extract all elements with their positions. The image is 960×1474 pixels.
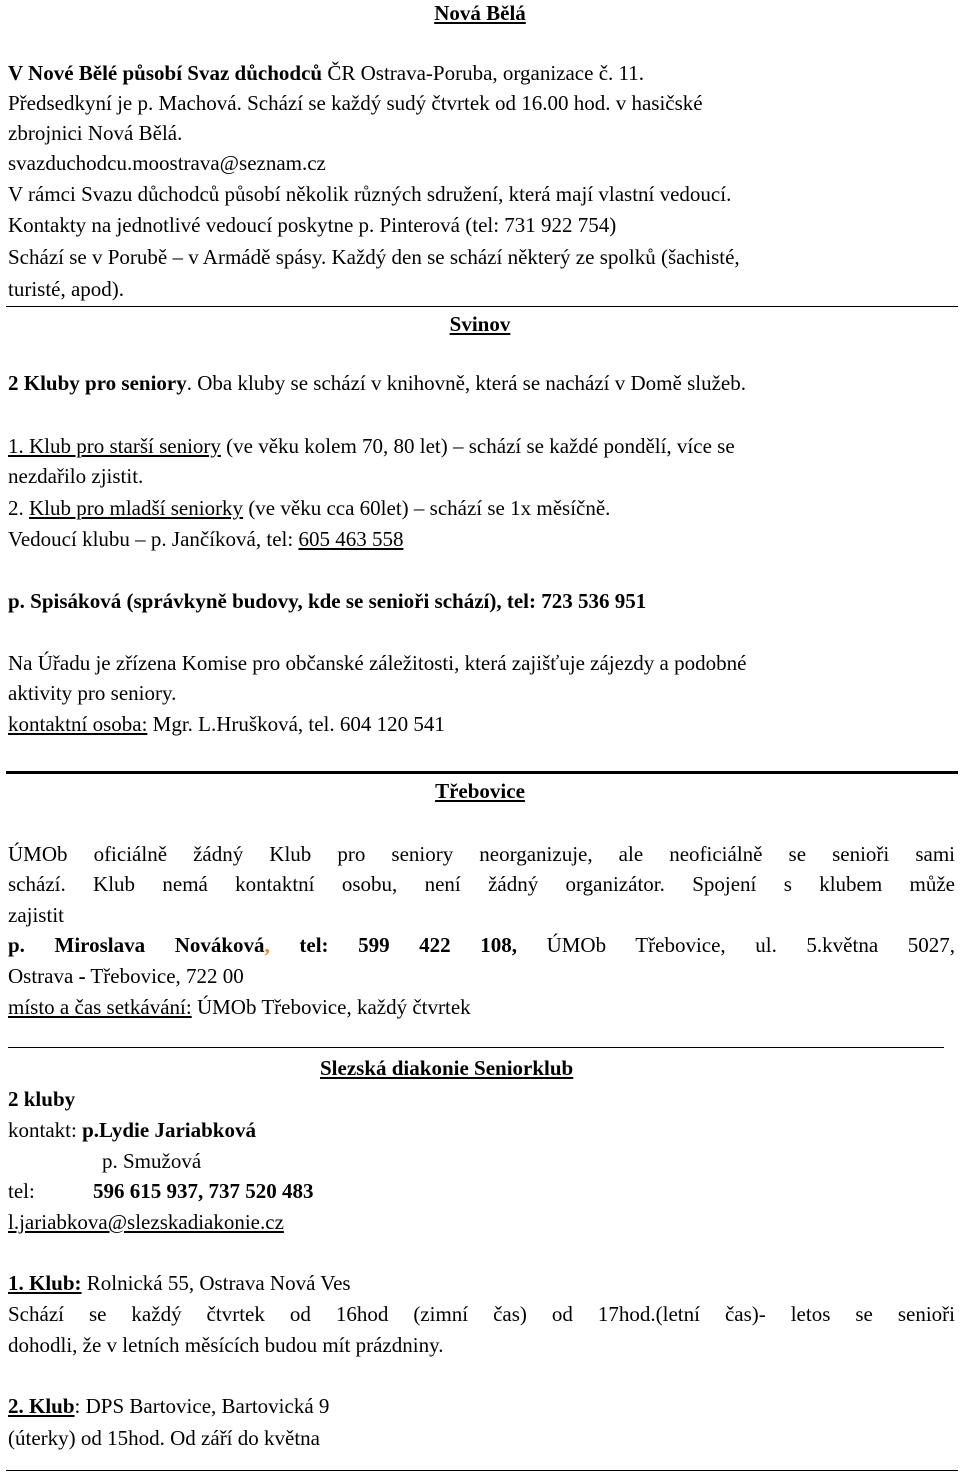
meeting-label: místo a čas setkávání: (8, 995, 192, 1019)
svinov-clubs-desc: . Oba kluby se schází v knihovně, která se nachází v Domě služeb. (186, 371, 746, 395)
svinov-line-2 (8, 433, 735, 459)
leader-label: Vedoucí klubu – p. Jančíková, tel: (8, 527, 299, 551)
trebovice-line-2: schází. Klub nemá kontaktní osobu, není žádný organizátor. Spojení s klubem může (8, 872, 955, 896)
club-younger-seniors: Klub pro mladší seniorky (29, 496, 244, 520)
contact-address: ÚMOb Třebovice, ul. 5.května 5027, (517, 933, 955, 957)
club-younger-freq: – schází se 1x měsíčně. (408, 496, 611, 520)
meeting-value: ÚMOb Třebovice, každý čtvrtek (191, 995, 471, 1019)
club-2-address: : DPS Bartovice, Bartovická 9 (74, 1394, 330, 1418)
svinov-line-8: aktivity pro seniory. (8, 681, 177, 705)
nova-bela-line-7: Schází se v Porubě – v Armádě spásy. Každý den se schází některý ze spolků (šachisté, (8, 245, 740, 269)
svinov-line-4 (8, 495, 610, 521)
diakonie-contact (8, 1117, 256, 1143)
divider-1 (6, 306, 958, 307)
svinov-line-7: Na Úřadu je zřízena Komise pro občanské záležitosti, která zajišťuje zájezdy a podobné (8, 651, 747, 675)
trebovice-line-4 (8, 932, 955, 958)
club-2-label: 2. Klub (8, 1394, 75, 1418)
club-older-seniors: 1. Klub pro starší seniory (8, 434, 221, 458)
contact-name: p.Lydie Jariabková (82, 1118, 256, 1142)
svinov-line-5 (8, 526, 403, 552)
nova-bela-email[interactable]: svazduchodcu.moostrava@seznam.cz (8, 151, 326, 175)
club-1-label: 1. Klub: (8, 1271, 82, 1295)
diakonie-club-2 (8, 1393, 329, 1419)
svinov-line-1 (8, 370, 746, 396)
city-name: Ostrava (8, 964, 79, 988)
nova-bela-line-1 (8, 60, 644, 86)
nova-bela-line-2: Předsedkyní je p. Machová. Schází se každý sudý čtvrtek od 16.00 hod. v hasičské (8, 91, 703, 115)
leader-phone: 605 463 558 (298, 527, 404, 551)
svaz-org: ČR Ostrava-Poruba, organizace č. 11. (322, 61, 644, 85)
contact-label: kontakt: (8, 1118, 83, 1142)
contact-value: Mgr. L.Hrušková, tel. 604 120 541 (147, 712, 445, 736)
diakonie-line-10: (úterky) od 15hod. Od září do května (8, 1426, 320, 1450)
svinov-line-6: p. Spisáková (správkyně budovy, kde se senioři schází), tel: 723 536 951 (8, 589, 647, 613)
city-part: Třebovice, 722 00 (85, 964, 244, 988)
contact-name: p. Miroslava Nováková (8, 933, 265, 957)
diakonie-tel-label: tel: (8, 1179, 35, 1203)
club-2-number: 2. (8, 496, 29, 520)
svinov-line-9 (8, 711, 445, 737)
diakonie-line-8: dohodli, že v letních měsících budou mít prázdniny. (8, 1333, 444, 1357)
club-older-desc: (ve věku kolem 70, 80 let) – schází se každé pondělí, více se (220, 434, 735, 458)
club-1-address: Rolnická 55, Ostrava Nová Ves (81, 1271, 351, 1295)
svaz-name: V Nové Bělé působí Svaz důchodců (8, 61, 323, 85)
city-dash: - (78, 964, 86, 988)
orange-comma: , (264, 933, 270, 957)
trebovice-line-1: ÚMOb oficiálně žádný Klub pro seniory neorganizuje, ale neoficiálně se senioři sami (8, 842, 955, 866)
heading-nova-bela: Nová Bělá (434, 1, 526, 25)
svinov-line-3: nezdařilo zjistit. (8, 464, 144, 488)
club-younger-age: (ve věku cca 60let) (243, 496, 409, 520)
nova-bela-line-3: zbrojnici Nová Bělá. (8, 121, 183, 145)
diakonie-email[interactable]: l.jariabkova@slezskadiakonie.cz (8, 1210, 284, 1234)
diakonie-clubs-count: 2 kluby (8, 1087, 76, 1111)
nova-bela-line-5: V rámci Svazu důchodců působí několik různých sdružení, která mají vlastní vedoucí. (8, 182, 732, 206)
diakonie-contact-2: p. Smužová (102, 1149, 202, 1173)
diakonie-tel: 596 615 937, 737 520 483 (93, 1179, 314, 1203)
heading-diakonie: Slezská diakonie Seniorklub (320, 1056, 574, 1080)
diakonie-club-1 (8, 1270, 351, 1296)
trebovice-line-3: zajistit (8, 903, 64, 927)
heading-svinov: Svinov (449, 312, 511, 336)
nova-bela-line-8: turisté, apod). (8, 277, 125, 301)
contact-label: kontaktní osoba: (8, 712, 148, 736)
divider-4 (6, 1470, 958, 1471)
divider-3 (8, 1047, 944, 1048)
svinov-clubs-count: 2 Kluby pro seniory (8, 371, 187, 395)
trebovice-line-5 (8, 963, 244, 989)
heading-trebovice: Třebovice (435, 779, 525, 803)
trebovice-line-6 (8, 994, 471, 1020)
divider-2 (6, 771, 958, 774)
diakonie-line-7: Schází se každý čtvrtek od 16hod (zimní čas) od 17hod.(letní čas)- letos se senioři (8, 1302, 955, 1326)
contact-phone: tel: 599 422 108, (269, 933, 518, 957)
nova-bela-line-6: Kontakty na jednotlivé vedoucí poskytne p. Pinterová (tel: 731 922 754) (8, 213, 617, 237)
